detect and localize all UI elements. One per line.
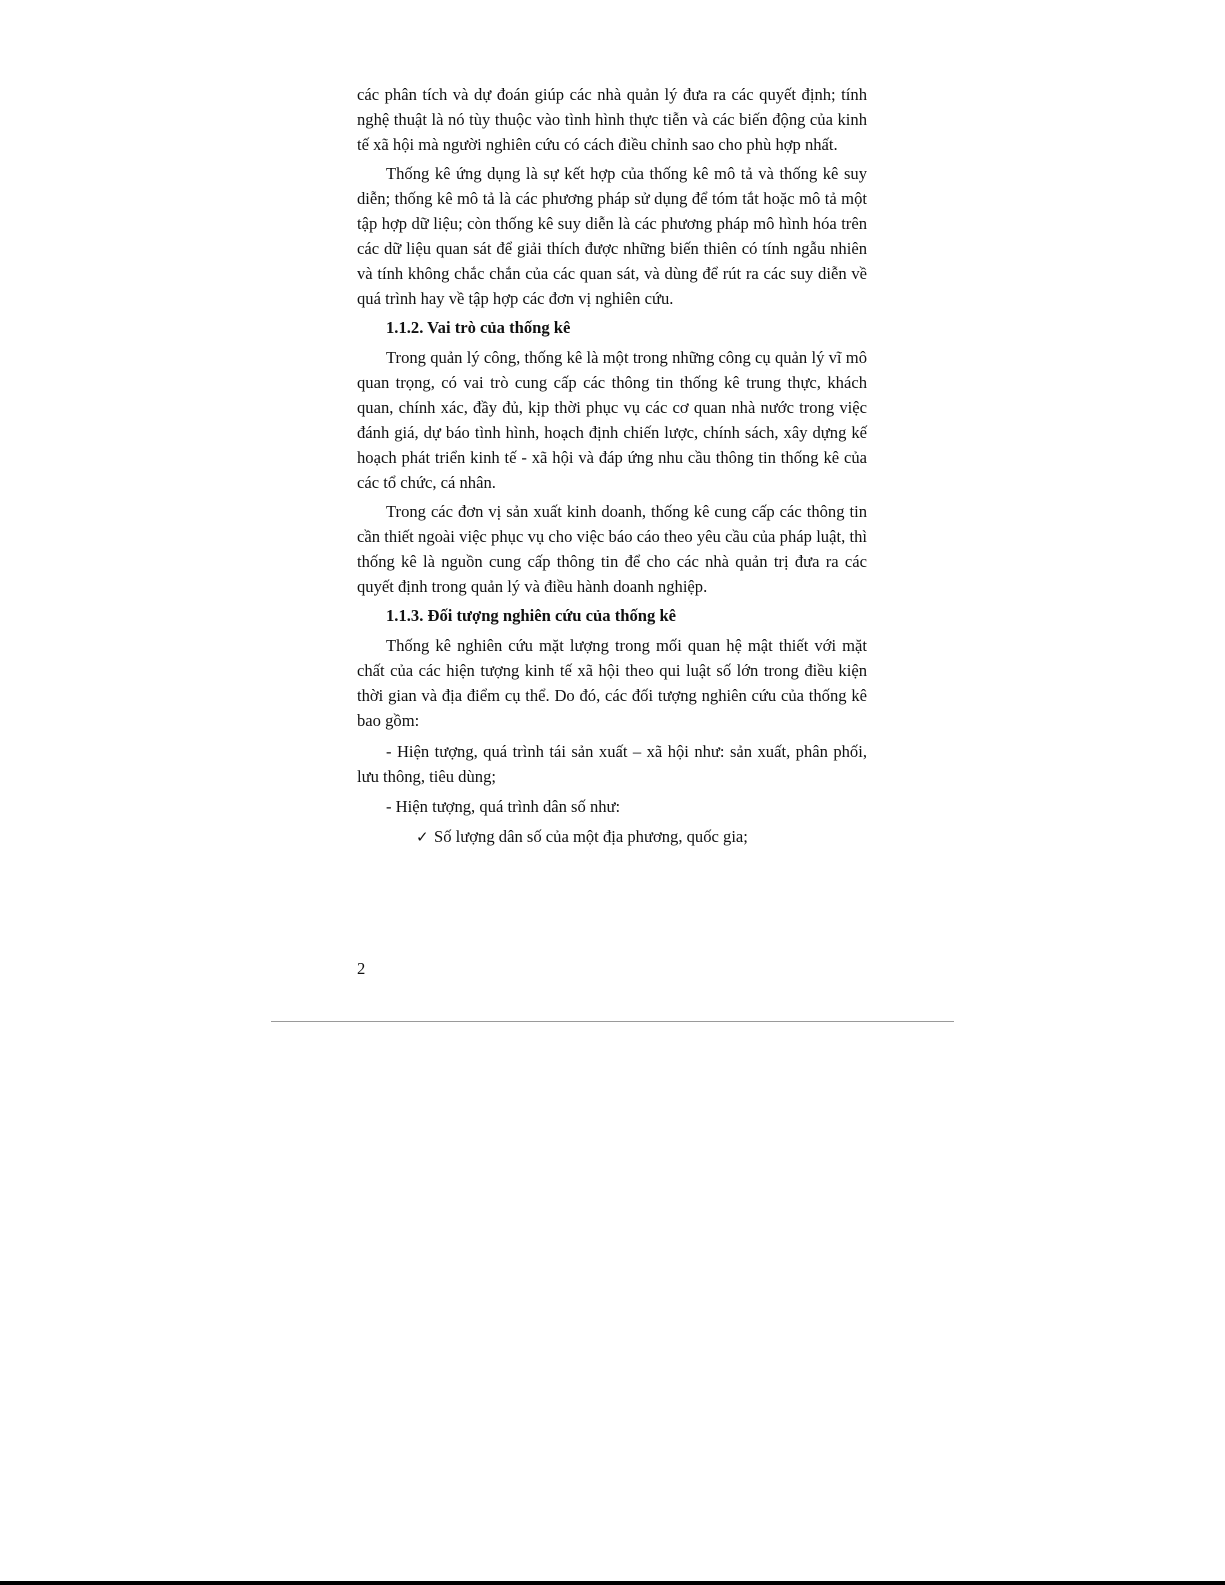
list-item-population: - Hiện tượng, quá trình dân số như: bbox=[386, 797, 621, 816]
section-heading-role: 1.1.2. Vai trò của thống kê bbox=[386, 318, 571, 337]
checkmark-icon: ✓ bbox=[416, 828, 429, 846]
check-list-item bbox=[357, 824, 867, 850]
page-content bbox=[357, 82, 867, 850]
page-separator-line bbox=[271, 1021, 954, 1022]
section-heading-objects: 1.1.3. Đối tượng nghiên cứu của thống kê bbox=[386, 606, 677, 625]
paragraph-public-management: Trong quản lý công, thống kê là một trong những công cụ quản lý vĩ mô quan trọng, có vai trò cung cấp các thông tin thống kê trung thực, khách quan, chính xác, đầy đủ, kịp thời phục vụ các cơ quan nhà nước trong việc đánh giá, dự báo tình hình, hoạch định chiến lược, chính sách, xây dựng kế hoạch phát triển kinh tế - xã hội và đáp ứng nhu cầu thông tin thống kê của các tổ chức, cá nhân. bbox=[357, 348, 867, 492]
paragraph-applied-statistics: Thống kê ứng dụng là sự kết hợp của thống kê mô tả và thống kê suy diễn; thống kê mô tả là các phương pháp sử dụng để tóm tắt hoặc mô tả một tập hợp dữ liệu; còn thống kê suy diễn là các phương pháp mô hình hóa trên các dữ liệu quan sát để giải thích được những biến thiên có tính ngẫu nhiên và tính không chắc chắn của các quan sát, và dùng để rút ra các suy diễn về quá trình hay về tập hợp các đơn vị nghiên cứu. bbox=[357, 164, 867, 308]
page-number: 2 bbox=[357, 959, 366, 978]
paragraph-business-units: Trong các đơn vị sản xuất kinh doanh, thống kê cung cấp các thông tin cần thiết ngoài việc phục vụ cho việc báo cáo theo yêu cầu của pháp luật, thì thống kê là nguồn cung cấp thông tin để cho các nhà quản trị đưa ra các quyết định trong quản lý và điều hành doanh nghiệp. bbox=[357, 502, 867, 596]
check-list-item-text: Số lượng dân số của một địa phương, quốc gia; bbox=[434, 827, 748, 846]
list-item-reproduction: - Hiện tượng, quá trình tái sản xuất – xã hội như: sản xuất, phân phối, lưu thông, tiêu dùng; bbox=[357, 742, 867, 786]
paragraph-continuation: các phân tích và dự đoán giúp các nhà quản lý đưa ra các quyết định; tính nghệ thuật là nó tùy thuộc vào tình hình thực tiễn và các biến động của kinh tế xã hội mà người nghiên cứu có cách điều chỉnh sao cho phù hợp nhất. bbox=[357, 85, 867, 154]
paragraph-objects-intro: Thống kê nghiên cứu mặt lượng trong mối quan hệ mật thiết với mặt chất của các hiện tượng kinh tế xã hội theo qui luật số lớn trong điều kiện thời gian và địa điểm cụ thể. Do đó, các đối tượng nghiên cứu của thống kê bao gồm: bbox=[357, 636, 867, 730]
bottom-edge-bar bbox=[0, 1581, 1225, 1585]
